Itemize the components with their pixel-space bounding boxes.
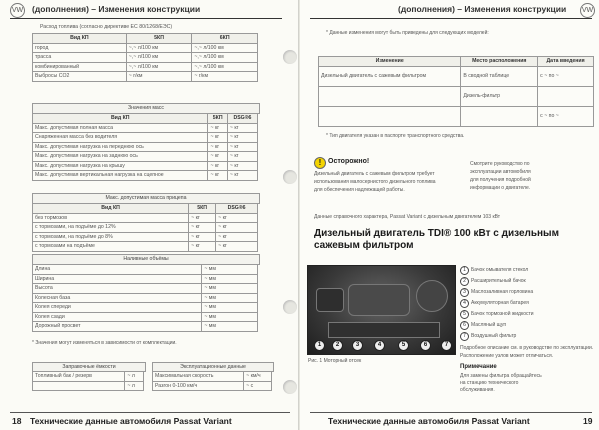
vw-logo-icon: VW [10,3,25,18]
cell: ~ мм [202,303,258,313]
caution-text [314,170,464,194]
table4-title: Наливные объёмы [32,254,260,265]
table-row [33,381,144,391]
legend-item: Бачок омывателя стекол [471,267,529,273]
cell: ~ кг [189,223,216,233]
text-line: для получения подробной [470,177,531,183]
legend-item: Маслозаливная горловина [471,289,534,295]
right-footnote: * Тип двигателя указан в паспорте транспортного средства. [326,133,465,139]
callout-marker: 4 [374,340,385,351]
left-footer-title: Технические данные автомобиля Passat Variant [30,416,232,426]
cell: с тормозами, на подъёме до 12% [33,223,189,233]
cell: ~,~ л/100 км [192,53,258,63]
cell: ~ кг [227,123,257,133]
cell: ~ кг [208,161,227,171]
cell: Дизель-фильтр [461,86,538,106]
text-line: эксплуатации автомобиля [470,169,531,175]
cell: Колея сзади [33,312,202,322]
left-header-rule [10,18,282,19]
table-row [33,213,258,223]
col-header: Вид КП [33,204,189,214]
table-row [33,142,258,152]
cell: ~ кг [227,171,257,181]
left-header: (дополнения) – Изменения конструкции [32,4,201,14]
col-header: 6КП [192,34,258,44]
table-row [319,86,594,106]
engine-bay-photo [307,265,456,355]
cell: ~ мм [202,322,258,332]
callout-marker: 6 [420,340,431,351]
cell: ~ кг [216,223,258,233]
performance-table [152,371,272,391]
box6-title: Эксплуатационные данные [152,362,274,372]
cell: ~ кг [227,142,257,152]
cell [538,86,594,106]
table-row [33,53,258,63]
table-row [33,133,258,143]
table-row [319,66,594,86]
cell: ~ л [125,372,144,382]
binder-hole [283,170,297,184]
cell: Макс. допустимая вертикальная нагрузка на сцепное [33,171,208,181]
cell: Разгон 0-100 км/ч [153,381,244,391]
figure-caption: Рис. 1 Моторный отсек [308,358,362,364]
cell: Макс. допустимая полная масса [33,123,208,133]
cell: ~ мм [202,274,258,284]
legend-number: 6 [460,321,469,330]
col-header: 5КП [189,204,216,214]
vw-logo-icon: VW [580,3,595,18]
legend-number: 3 [460,288,469,297]
cell [319,106,461,126]
col-header: Вид КП [33,34,127,44]
trailer-table [32,203,258,252]
caution-icon: ! [314,157,326,169]
cell: ~ кг [208,142,227,152]
legend-note-2: Расположение узлов может отличаться. [460,353,554,359]
capacity-table [32,371,144,391]
note-line: обслуживания. [460,387,495,393]
legend-number: 5 [460,310,469,319]
fuel-table [32,33,258,82]
legend-item: Расширительный бачок [471,278,526,284]
left-footnote: * Значения могут изменяться в зависимости от комплектации. [32,340,177,346]
right-header-rule [310,18,592,19]
cell [33,381,125,391]
data-note: Данные справочного характера, Passat Variant с дизельным двигателем 103 кВт [314,214,501,220]
right-page [300,0,599,430]
col-header: Вид КП [33,114,208,124]
legend-number: 7 [460,332,469,341]
cell: ~ с [244,381,272,391]
cell: Дорожный просвет [33,322,202,332]
cell: ~,~ л/100 км [192,43,258,53]
col-header: Изменение [319,57,461,67]
cell: Колесная база [33,293,202,303]
table-row [33,223,258,233]
cell: ~ мм [202,265,258,275]
table-row [153,381,272,391]
table-row [33,232,258,242]
legend-item: Воздушный фильтр [471,333,517,339]
callout-marker: 3 [352,340,363,351]
cell: ~ кг [227,152,257,162]
table-row [33,312,258,322]
cell: ~ кг [208,152,227,162]
table-row [33,171,258,181]
engine-cover-shape [348,284,410,316]
table-row [33,152,258,162]
right-header: (дополнения) – Изменения конструкции [398,4,567,14]
cell: ~ мм [202,293,258,303]
cell: ~ г/км [192,72,258,82]
binder-hole [283,300,297,314]
table-row [33,72,258,82]
box5-title: Заправочные ёмкости [32,362,146,372]
cell: Топливный бак / резерв [33,372,125,382]
legend-number: 1 [460,266,469,275]
col-header: DSG®6 [216,204,258,214]
note-line: Для замены фильтра обращайтесь [460,373,542,379]
table-row [33,265,258,275]
legend-note: Подробное описание см. в руководстве по эксплуатации. [460,345,594,351]
right-page-number: 19 [583,416,593,426]
table-row [33,161,258,171]
table-row [33,293,258,303]
cell: Выбросы CO2 [33,72,127,82]
text-line: информации о двигателе. [470,185,531,191]
callout-marker: 7 [441,340,452,351]
caution-title: Осторожно! [328,158,370,165]
col-header: Дата введения [538,57,594,67]
caution-line: Дизельный двигатель с сажевым фильтром требует [314,171,435,177]
cell: Высота [33,284,202,294]
legend-item: Аккумуляторная батарея [471,300,529,306]
filter-shape [416,280,448,312]
cell: ~ мм [202,312,258,322]
section-title: Дизельный двигатель TDI® 100 кВт с дизельным сажевым фильтром [314,228,559,251]
table-row [153,372,272,382]
table-row [33,284,258,294]
cell: Дизельный двигатель с сажевым фильтром [319,66,461,86]
dimensions-table [32,264,258,332]
radiator-shape [328,322,440,338]
left-footer-rule [10,412,290,413]
cell: ~ кг [189,213,216,223]
cell: Макс. допустимая нагрузка на заднюю ось [33,152,208,162]
cell [319,86,461,106]
legend-item: Масляный щуп [471,322,507,328]
cell: ~ кг [208,123,227,133]
table-row [319,106,594,126]
binder-hole [283,380,297,394]
col-header: 5КП [208,114,227,124]
table2-title: Значения масс [32,103,260,114]
cell: с тормозами, на подъёме до 8% [33,232,189,242]
cell: трасса [33,53,127,63]
legend-item: Бачок тормозной жидкости [471,311,534,317]
legend-number: 2 [460,277,469,286]
right-intro: * Данные изменения могут быть приведены для следующих моделей: [326,30,489,36]
cell: ~,~ л/100 км [126,53,192,63]
cell: без тормозов [33,213,189,223]
table1-title: Расход топлива (согласно директиве ЕС 80/1268/ЕЭС) [40,24,173,30]
cell: Колея спереди [33,303,202,313]
cell: с ~ по ~ [538,66,594,86]
cell: ~ кг [189,242,216,252]
right-column-text [470,160,590,192]
note-title: Примечание [460,364,497,370]
cell: Макс. допустимая нагрузка на переднюю ось [33,142,208,152]
cell: ~ км/ч [244,372,272,382]
cell: ~ мм [202,284,258,294]
caution-line: для обеспечения надлежащей работы. [314,187,405,193]
table-row [33,372,144,382]
binder-hole [283,50,297,64]
cell: город [33,43,127,53]
cell: Снаряженная масса без водителя [33,133,208,143]
callout-marker: 5 [398,340,409,351]
cell: ~ кг [189,232,216,242]
changes-table [318,56,594,127]
cell: ~,~ л/100 км [126,62,192,72]
cell: с тормозами на подъёме [33,242,189,252]
cell: ~ г/км [126,72,192,82]
caution-line: использования малосернистого дизельного топлива [314,179,436,185]
cell: ~ кг [216,242,258,252]
battery-shape [316,288,344,312]
mass-table [32,113,258,181]
table-row [33,322,258,332]
cell: ~,~ л/100 км [126,43,192,53]
right-footer-rule [310,412,592,413]
table3-title: Макс. допустимая масса прицепа [32,193,260,204]
table-row [33,274,258,284]
cell: ~ кг [216,213,258,223]
table-row [33,43,258,53]
cell [461,106,538,126]
table-row [33,123,258,133]
table-row [33,303,258,313]
cell: с ~ по ~ [538,106,594,126]
note-line: на станцию технического [460,380,519,386]
cell: Длина [33,265,202,275]
cell: ~ кг [227,161,257,171]
cell: ~ кг [216,232,258,242]
col-header: DSG®6 [227,114,257,124]
right-footer-title: Технические данные автомобиля Passat Variant [328,416,530,426]
cell: ~,~ л/100 км [192,62,258,72]
cell: Максимальная скорость [153,372,244,382]
cell: ~ кг [227,133,257,143]
cell: ~ л [125,381,144,391]
callout-marker: 2 [332,340,343,351]
text-line: Смотрите руководство по [470,161,530,167]
col-header: 5КП [126,34,192,44]
table-row [33,62,258,72]
note-text [460,373,542,394]
table-row [33,242,258,252]
col-header: Место расположения [461,57,538,67]
cell: В сводной таблице [461,66,538,86]
callout-marker: 1 [314,340,325,351]
cell: Макс. допустимая нагрузка на крышу [33,161,208,171]
left-page-number: 18 [12,416,22,426]
cell: комбинированный [33,62,127,72]
cell: ~ кг [208,133,227,143]
cell: Ширина [33,274,202,284]
cell: ~ кг [208,171,227,181]
legend-number: 4 [460,299,469,308]
